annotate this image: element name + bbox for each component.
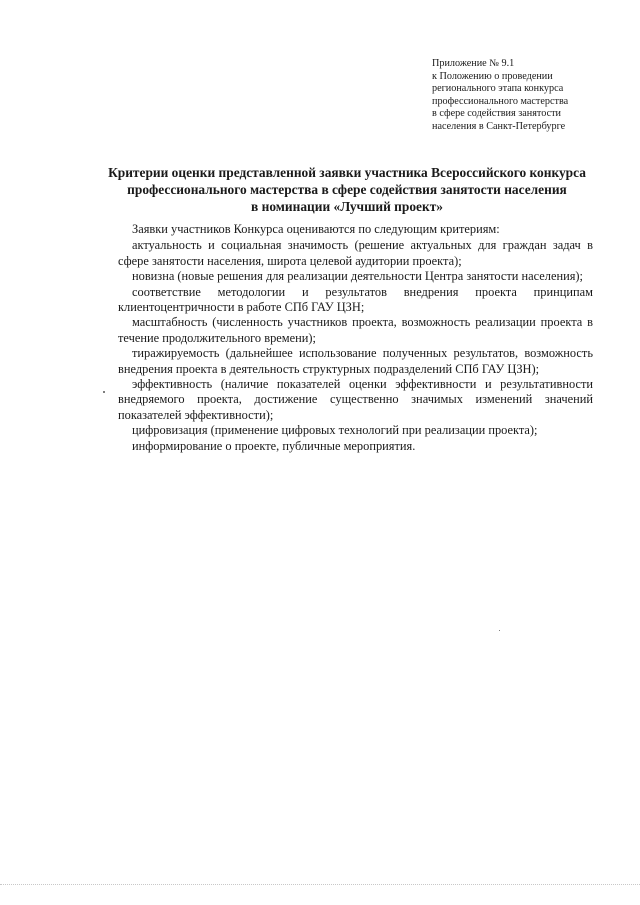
document-title	[90, 164, 604, 215]
criteria-body	[118, 222, 593, 454]
annex-line: населения в Санкт-Петербурге	[432, 120, 566, 132]
scan-speck	[499, 630, 500, 631]
criterion-item: эффективность (наличие показателей оценки эффективности и результативности внедряемого проекта, достижение существенно значимых изменений значений показателей эффективности);	[118, 377, 593, 422]
scan-edge-line	[0, 884, 640, 885]
criterion-item: масштабность (численность участников проекта, возможность реализации проекта в течение продолжительного времени);	[118, 315, 593, 345]
annex-line: регионального этапа конкурса	[432, 83, 564, 95]
criterion-item: актуальность и социальная значимость (решение актуальных для граждан задач в сфере занятости населения, широта целевой аудитории проекта);	[118, 238, 593, 268]
criterion-item: цифровизация (применение цифровых технологий при реализации проекта);	[132, 423, 538, 438]
annex-line: к Положению о проведении	[432, 70, 553, 82]
intro-paragraph: Заявки участников Конкурса оцениваются по следующим критериям:	[132, 222, 500, 236]
annex-reference	[432, 58, 632, 134]
criterion-item: новизна (новые решения для реализации деятельности Центра занятости населения);	[132, 269, 583, 284]
annex-line: в сфере содействия занятости	[432, 108, 562, 120]
title-line: в номинации «Лучший проект»	[251, 199, 443, 214]
criterion-item: информирование о проекте, публичные мероприятия.	[132, 438, 416, 453]
title-line: профессионального мастерства в сфере содействия занятости населения	[127, 182, 567, 197]
title-line: Критерии оценки представленной заявки участника Всероссийского конкурса	[108, 165, 586, 180]
annex-line: профессионального мастерства	[432, 95, 569, 107]
scan-speck	[103, 391, 105, 393]
criterion-item: соответствие методологии и результатов внедрения проекта принципам клиентоцентричности в работе СПб ГАУ ЦЗН;	[118, 284, 593, 315]
criterion-item: тиражируемость (дальнейшее использование полученных результатов, возможность внедрения проекта в деятельность структурных подразделений СПб ГАУ ЦЗН);	[118, 346, 593, 376]
annex-line: Приложение № 9.1	[432, 58, 515, 69]
